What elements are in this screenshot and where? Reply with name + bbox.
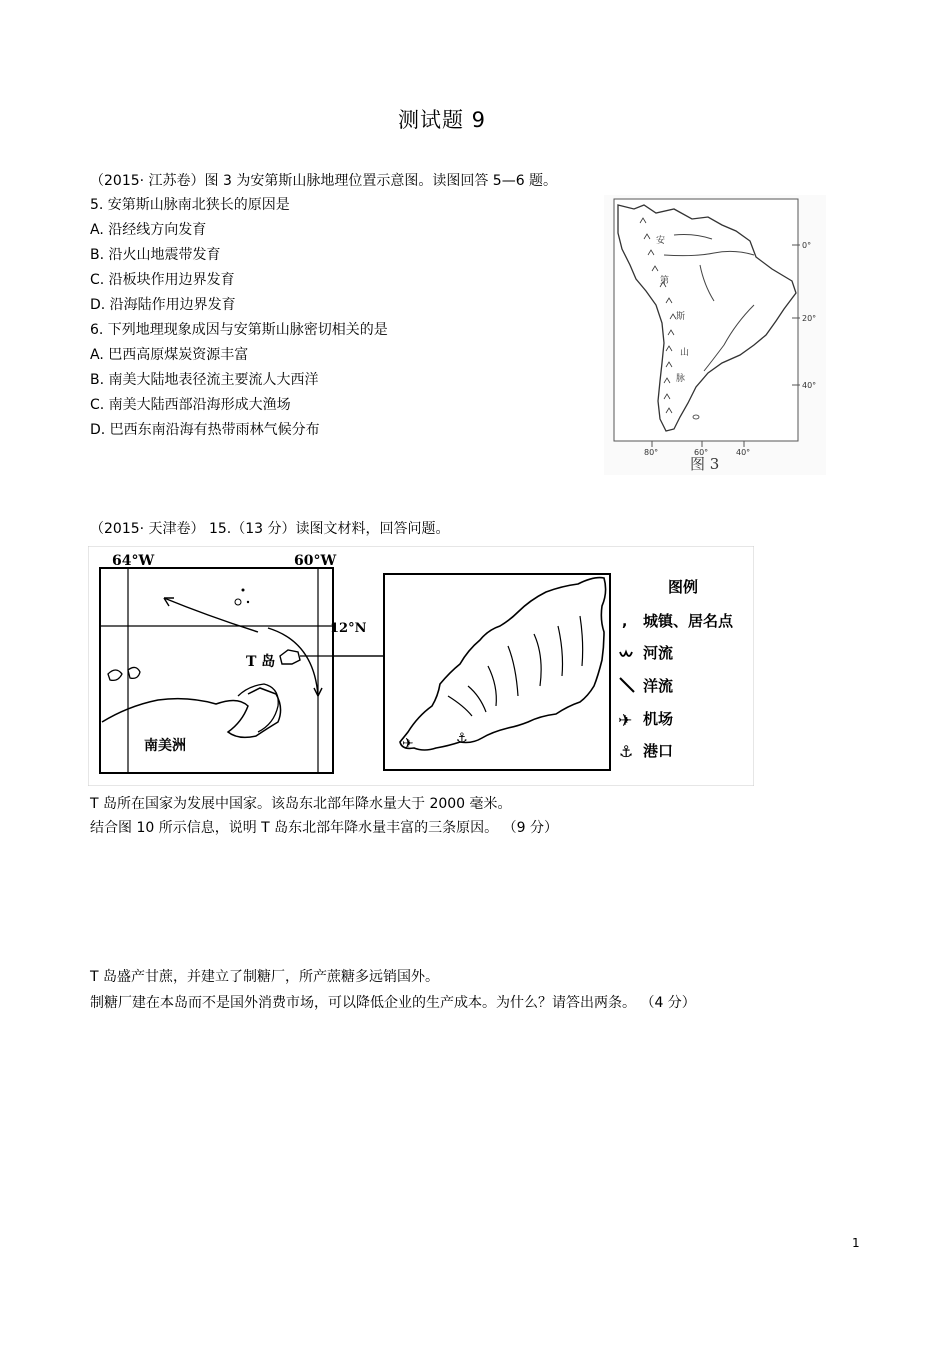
q6-option-d: D. 巴西东南沿海有热带雨林气候分布 (90, 422, 320, 438)
town-icon: , (622, 614, 628, 630)
page-title: 测试题 9 (398, 108, 487, 132)
legend-river-label: 河流 (643, 644, 674, 662)
airport-marker: ✈ (402, 736, 414, 752)
lat-label-20: 20° (802, 314, 817, 323)
andes-char-2: 第 (660, 276, 670, 286)
section2-question1: 结合图 10 所示信息，说明 T 岛东北部年降水量丰富的三条原因。 （9 分） (90, 820, 558, 836)
figure3-south-america-map (604, 195, 826, 475)
t-island-label: T 岛 (246, 654, 276, 670)
q6-option-b: B. 南美大陆地表径流主要流人大西洋 (90, 372, 319, 388)
port-marker: ⚓ (456, 731, 468, 746)
andes-char-5: 脉 (676, 374, 686, 384)
lon-label-60: 60° (694, 448, 709, 457)
lon-label-80: 80° (644, 448, 659, 457)
legend-title: 图例 (668, 578, 699, 596)
small-island (242, 589, 245, 592)
port-icon: ⚓ (619, 742, 634, 761)
q6-option-a: A. 巴西高原煤炭资源丰富 (90, 347, 249, 363)
continent-label: 南美洲 (144, 738, 186, 754)
lat-label-0: 0° (802, 241, 812, 250)
figure3-frame (614, 199, 798, 441)
figure10-t-island-map (88, 546, 754, 786)
andes-char-4: 山 (680, 348, 690, 358)
legend-airport-label: 机场 (643, 710, 674, 728)
q6-option-c: C. 南美大陆西部沿海形成大渔场 (90, 397, 291, 413)
q5-option-a: A. 沿经线方向发育 (90, 222, 207, 238)
section1-intro: （2015· 江苏卷）图 3 为安第斯山脉地理位置示意图。读图回答 5—6 题。 (90, 173, 558, 189)
andes-char-1: 安 (656, 236, 666, 246)
section2-question2: 制糖厂建在本岛而不是国外消费市场，可以降低企业的生产成本。为什么？请答出两条。 （4 分） (90, 995, 696, 1011)
q5-option-c: C. 沿板块作用边界发育 (90, 272, 235, 288)
andes-char-3: 斯 (676, 312, 686, 322)
legend-town-label: 城镇、居名点 (643, 612, 734, 630)
q5-stem: 5. 安第斯山脉南北狭长的原因是 (90, 197, 290, 213)
legend-port-label: 港口 (643, 742, 674, 760)
section2-para1: T 岛所在国家为发展中国家。该岛东北部年降水量大于 2000 毫米。 (90, 796, 512, 812)
lat-label-12n: 12°N (330, 621, 367, 636)
page-number: 1 (852, 1236, 860, 1250)
q6-stem: 6. 下列地理现象成因与安第斯山脉密切相关的是 (90, 322, 388, 338)
airport-icon: ✈ (618, 711, 633, 731)
section2-intro: （2015· 天津卷） 15.（13 分）读图文材料，回答问题。 (90, 521, 450, 537)
lon-label-64w: 64°W (112, 553, 155, 569)
section2-para2: T 岛盛产甘蔗，并建立了制糖厂，所产蔗糖多远销国外。 (90, 969, 440, 985)
q5-option-d: D. 沿海陆作用边界发育 (90, 297, 236, 313)
q5-option-b: B. 沿火山地震带发育 (90, 247, 221, 263)
lon-label-60w: 60°W (294, 553, 337, 569)
lon-label-40: 40° (736, 448, 751, 457)
legend-current-label: 洋流 (643, 677, 674, 695)
lat-label-40: 40° (802, 381, 817, 390)
small-island (247, 601, 249, 603)
figure3-caption: 图 3 (690, 455, 720, 473)
